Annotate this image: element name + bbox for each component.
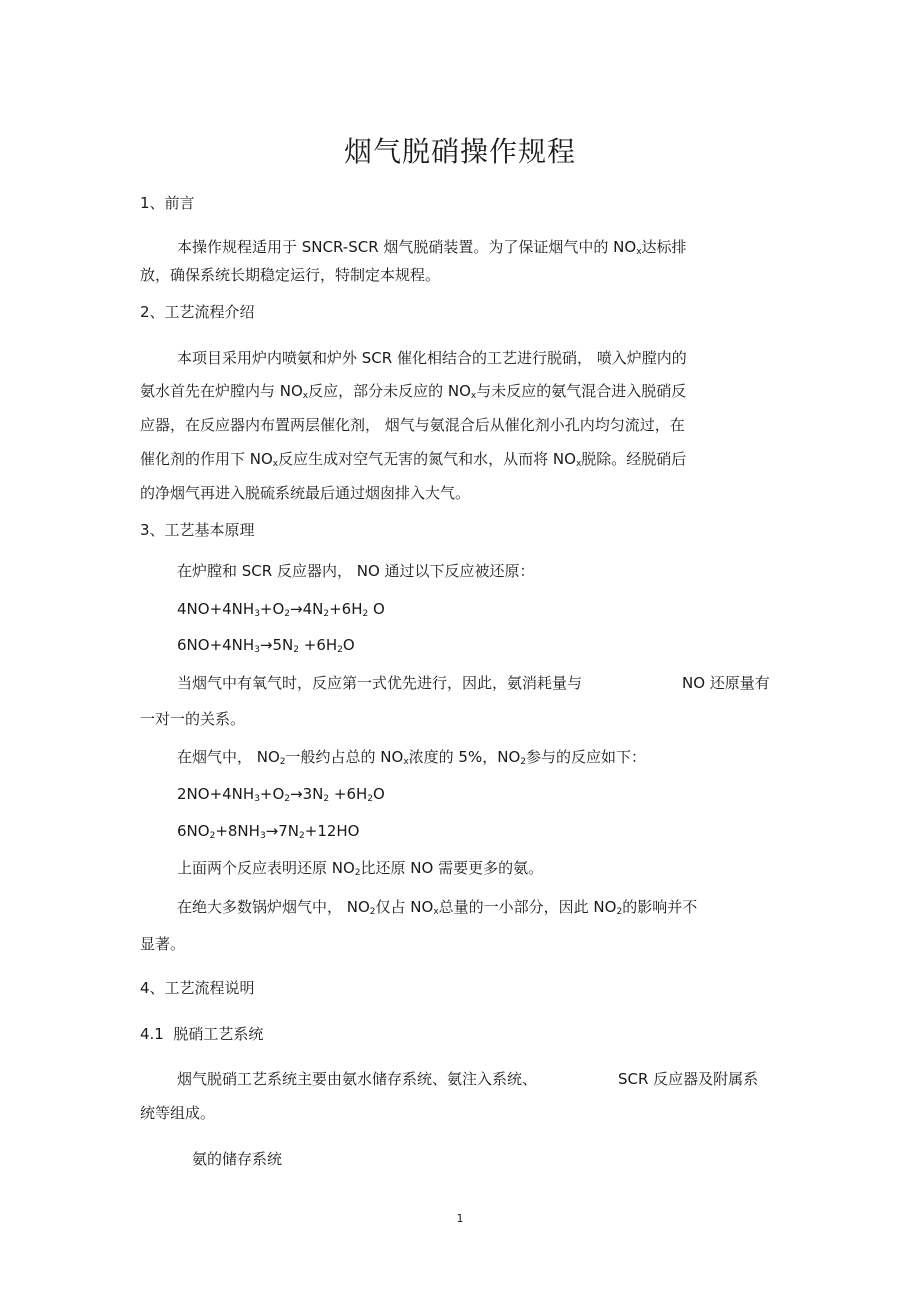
equation-3: $2NO+4NH_3+O_2\to 3N_2 +6H_2O$ [177,785,385,804]
subsection-heading-4-1: 4.1 脱硝工艺系统 [140,1025,264,1043]
paragraph-line: 在绝大多数锅炉烟气中， $NO_2$仅占 $NO_x$总量的一小部分，因此 $NO_2$的影响并不 [177,898,698,917]
equation-2: $6NO+4NH_3\to 5N_2 +6H_2O$ [177,636,355,655]
paragraph-line: 的净烟气再进入脱硫系统最后通过烟囱排入大气。 [140,484,471,502]
paragraph-line: 统等组成。 [140,1104,216,1122]
paragraph-line: 在炉膛和 SCR 反应器内， NO 通过以下反应被还原： [177,562,535,580]
section-heading-1: 1、前言 [140,194,195,212]
paragraph-line: 催化剂的作用下 $NO_x$反应生成对空气无害的氮气和水，从而将 $NO_x$脱除。经脱硝后 [140,450,687,469]
page-title: 烟气脱硝操作规程 [343,135,576,168]
paragraph-line: NO 还原量有 [682,674,770,692]
paragraph-line: 一对一的关系。 [140,710,246,728]
page-number: 1 [456,1212,464,1225]
sub-item-heading: 氨的储存系统 [192,1150,283,1168]
paragraph-line: 本操作规程适用于 SNCR-SCR 烟气脱硝装置。为了保证烟气中的 $NO_x$达标排 [177,238,687,257]
paragraph-line: 放，确保系统长期稳定运行，特制定本规程。 [140,266,441,284]
equation-1: $4NO+4NH_3+O_2\to 4N_2+6H_2$ O [177,600,385,619]
paragraph-line: 在烟气中， $NO_2$一般约占总的 $NO_x$浓度的 5%，$NO_2$参与的反应如下： [177,748,646,767]
equation-4: $6NO_2+8NH_3\to 7N_2+12HO$ [177,822,360,841]
paragraph-line: 应器，在反应器内布置两层催化剂， 烟气与氨混合后从催化剂小孔内均匀流过，在 [140,416,685,434]
paragraph-line: 烟气脱硝工艺系统主要由氨水储存系统、氨注入系统、 [177,1070,538,1088]
paragraph-line: 当烟气中有氧气时，反应第一式优先进行，因此，氨消耗量与 [177,674,583,692]
section-heading-4: 4、工艺流程说明 [140,979,255,997]
paragraph-line: SCR 反应器及附属系 [618,1070,759,1088]
section-heading-2: 2、工艺流程介绍 [140,303,255,321]
section-heading-3: 3、工艺基本原理 [140,521,255,539]
paragraph-line: 氨水首先在炉膛内与 $NO_x$反应，部分未反应的 $NO_x$与未反应的氨气混合进入脱硝反 [140,382,687,401]
paragraph-line: 显著。 [140,935,186,953]
paragraph-line: 本项目采用炉内喷氨和炉外 SCR 催化相结合的工艺进行脱硝， 喷入炉膛内的 [177,349,687,367]
paragraph-line: 上面两个反应表明还原 $NO_2$比还原 NO 需要更多的氨。 [177,859,544,878]
